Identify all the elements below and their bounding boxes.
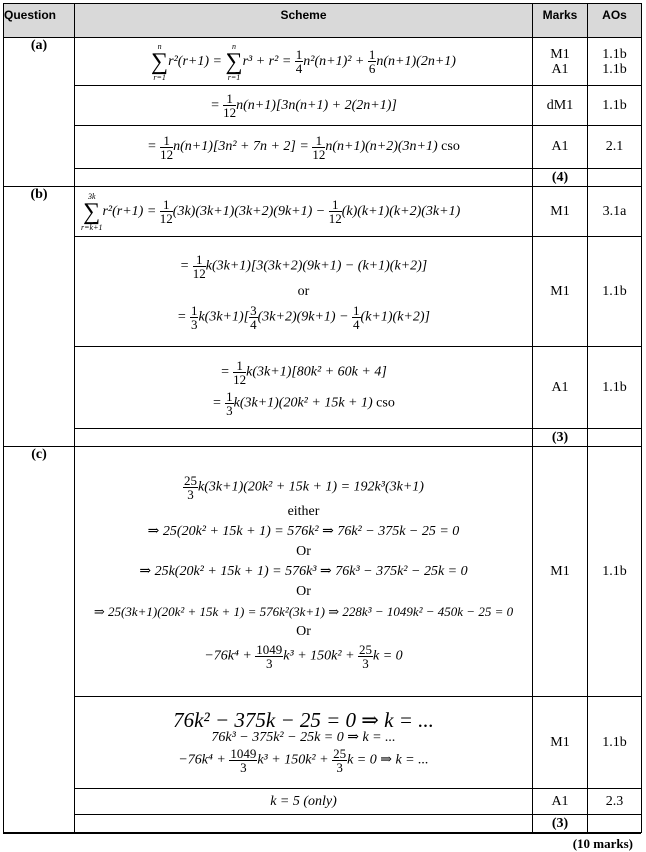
- part-b-total: (3): [533, 429, 588, 447]
- part-c-scheme-1: $\frac{25}{3}$ k(3k+1)(20k² + 15k + 1) = 192k³(3k+1) either ⇒ 25(20k² + 15k + 1) = 576k² ⇒ 76k² − 375k − 25 = 0 Or ⇒ 25k(20k² + 15k + 1) = 576k³ ⇒ 76k³ − 375k² − 25k = 0 Or ⇒ 25(3k+1)(20k² + 15k + 1) = 576k²(3k+1) ⇒ 228k³ − 1049k² − 450k − 25 = 0 Or −76k⁴ + $\frac{1049}{3}$ k³ + 150k² + $\frac{25}{3}$ k = 0: [75, 447, 533, 697]
- part-c-total-ao: [588, 815, 642, 833]
- header-question: Question: [4, 4, 75, 38]
- part-c-aos-1: 1.1b: [588, 447, 642, 697]
- part-a-blank: [75, 169, 533, 187]
- part-b-aos-1: 3.1a: [588, 187, 642, 237]
- part-c-row-2: [4, 697, 642, 789]
- part-b-row-3: [4, 347, 642, 429]
- part-a-marks-3: A1: [533, 126, 588, 169]
- part-a-row-2: [4, 86, 642, 126]
- part-a-marks-1: M1 A1: [533, 38, 588, 86]
- part-c-marks-2: M1: [533, 697, 588, 789]
- part-a-label: (a): [4, 38, 75, 187]
- part-c-marks-3: A1: [533, 789, 588, 815]
- part-c-label: (c): [4, 447, 75, 833]
- part-a-aos-1: 1.1b 1.1b: [588, 38, 642, 86]
- part-b-scheme-1: 3k ∑ r=k+1 r²(r+1) = $\frac{1}{12}$ (3k)(3k+1)(3k+2)(9k+1) − $\frac{1}{12}$ (k)(k+1)(k+2)(3k+1): [75, 187, 533, 237]
- mark-scheme-table: [3, 3, 642, 833]
- part-c-row-3: [4, 789, 642, 815]
- footer-total: (10 marks): [572, 836, 633, 851]
- header-row: [4, 4, 642, 38]
- part-c-aos-2: 1.1b: [588, 697, 642, 789]
- part-a-total-ao: [588, 169, 642, 187]
- part-c-marks-1: M1: [533, 447, 588, 697]
- part-a-row-1: [4, 38, 642, 86]
- part-b-total-row: [4, 429, 642, 447]
- part-b-marks-3: A1: [533, 347, 588, 429]
- part-b-marks-2: M1: [533, 237, 588, 347]
- part-c-aos-3: 2.3: [588, 789, 642, 815]
- header-aos: AOs: [588, 4, 642, 38]
- part-a-total-row: [4, 169, 642, 187]
- part-a-scheme-3: = $\frac{1}{12}$ n(n+1)[3n² + 7n + 2] = $\frac{1}{12}$ n(n+1)(n+2)(3n+1) cso: [75, 126, 533, 169]
- part-c-total-row: [4, 815, 642, 833]
- part-b-total-ao: [588, 429, 642, 447]
- part-b-aos-3: 1.1b: [588, 347, 642, 429]
- part-a-row-3: [4, 126, 642, 169]
- part-b-scheme-2: = $\frac{1}{12}$ k(3k+1)[3(3k+2)(9k+1) − (k+1)(k+2)] or = $\frac{1}{3}$ k(3k+1)[ $\frac{3}{4}$ (3k+2)(9k+1) − $\frac{1}{4}$ (k+1)(k+2)]: [75, 237, 533, 347]
- part-a-marks-2: dM1: [533, 86, 588, 126]
- part-a-total: (4): [533, 169, 588, 187]
- part-c-total: (3): [533, 815, 588, 833]
- part-b-blank: [75, 429, 533, 447]
- part-c-blank: [75, 815, 533, 833]
- part-a-aos-2: 1.1b: [588, 86, 642, 126]
- part-c-scheme-2: 76k² − 375k − 25 = 0 ⇒ k = ... 76k³ − 375k² − 25k = 0 ⇒ k = ... −76k⁴ + $\frac{1049}{3}$ k³ + 150k² + $\frac{25}{3}$ k = 0 ⇒ k = ...: [75, 697, 533, 789]
- part-c-answer: k = 5 (only): [75, 789, 533, 815]
- part-b-aos-2: 1.1b: [588, 237, 642, 347]
- part-c-row-1: [4, 447, 642, 697]
- part-a-aos-3: 2.1: [588, 126, 642, 169]
- part-b-scheme-3: = $\frac{1}{12}$ k(3k+1)[80k² + 60k + 4] = $\frac{1}{3}$ k(3k+1)(20k² + 15k + 1) cso: [75, 347, 533, 429]
- header-scheme: Scheme: [75, 4, 533, 38]
- part-b-marks-1: M1: [533, 187, 588, 237]
- header-marks: Marks: [533, 4, 588, 38]
- part-a-scheme-1: n ∑ r=1 r²(r+1) = n ∑ r=1 r³ + r² = $\frac{1}{4}$ n²(n+1)² + $\frac{1}{6}$ n(n+1)(2n+1): [75, 38, 533, 86]
- part-b-row-1: [4, 187, 642, 237]
- part-b-label: (b): [4, 187, 75, 447]
- part-a-scheme-2: = $\frac{1}{12}$ n(n+1)[3n(n+1) + 2(2n+1)]: [75, 86, 533, 126]
- part-b-row-2: [4, 237, 642, 347]
